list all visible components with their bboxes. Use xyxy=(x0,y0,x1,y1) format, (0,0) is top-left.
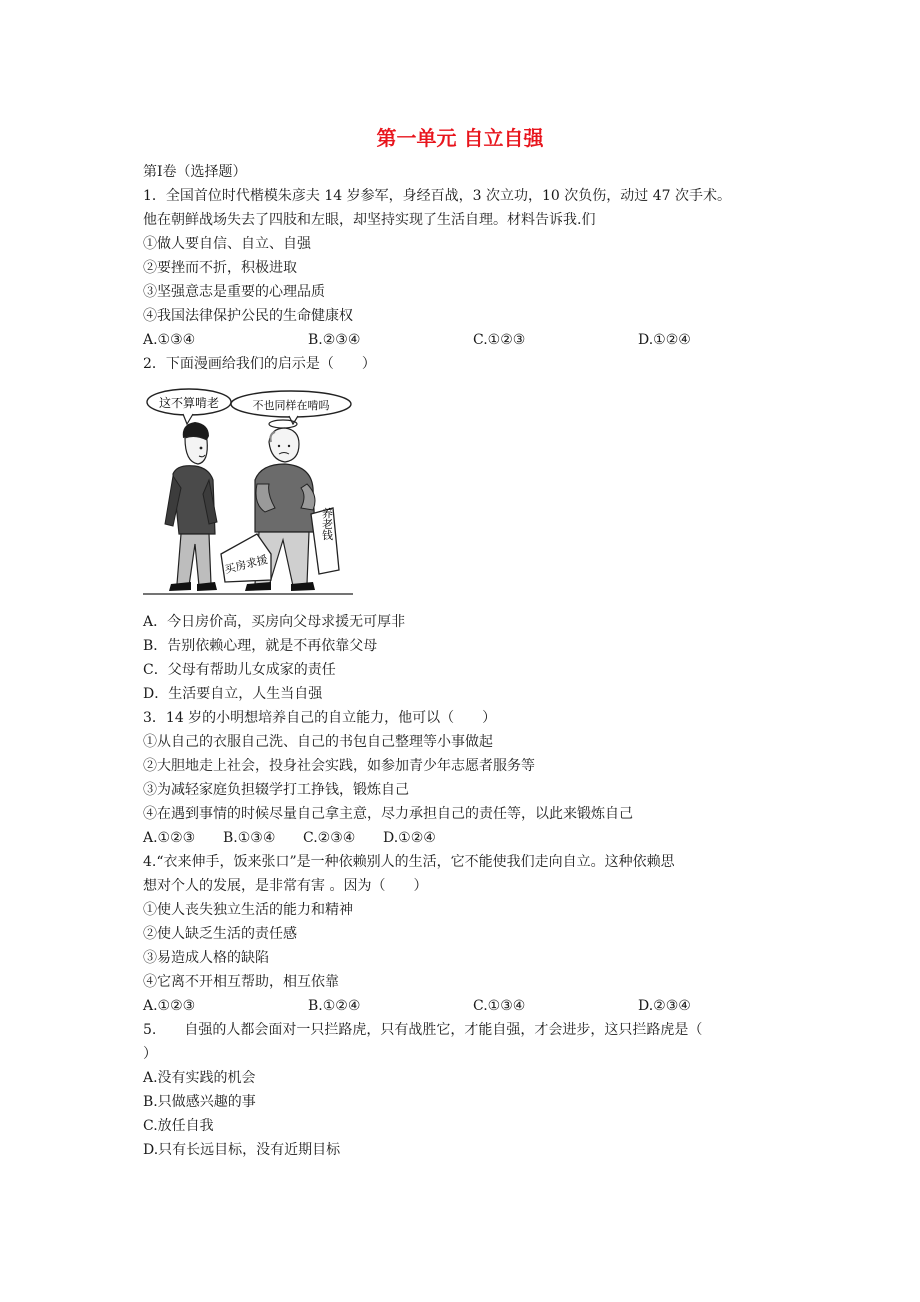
young-man-figure xyxy=(165,422,217,591)
q5-stem-line-2: ） xyxy=(143,1046,157,1062)
q4-option-c: C.①③④ xyxy=(473,998,526,1014)
q3-stem: 3．14 岁的小明想培养自己的自立能力，他可以（ ） xyxy=(143,710,497,726)
q4-item: ①使人丧失独立生活的能力和精神 xyxy=(143,902,353,918)
speech-bubble-left-text: 这不算啃老 xyxy=(158,396,220,410)
q2-stem: 2．下面漫画给我们的启示是（ ） xyxy=(143,356,376,372)
question-body xyxy=(143,160,803,1162)
q2-option-b: B．告别依赖心理，就是不再依靠父母 xyxy=(143,638,378,654)
q3-option-c: C.②③④ xyxy=(303,830,356,846)
q3-item: ①从自己的衣服自己洗、自己的书包自己整理等小事做起 xyxy=(143,734,493,750)
house-money-label: 买房求援 xyxy=(223,552,270,577)
q3-item: ②大胆地走上社会，投身社会实践，如参加青少年志愿者服务等 xyxy=(143,758,535,774)
q4-item: ②使人缺乏生活的责任感 xyxy=(143,926,297,942)
q5-option-d: D.只有长远目标，没有近期目标 xyxy=(143,1142,341,1158)
cartoon-illustration xyxy=(143,384,353,602)
q4-option-d: D.②③④ xyxy=(638,998,691,1014)
q4-option-b: B.①②④ xyxy=(308,998,361,1014)
page-title: 第一单元 自立自强 xyxy=(376,126,544,150)
q1-option-d: D.①②④ xyxy=(638,332,691,348)
q2-option-d: D．生活要自立，人生当自强 xyxy=(143,686,323,702)
speech-bubble-right-text: 不也同样在啃吗 xyxy=(252,399,330,412)
q5-option-c: C.放任自我 xyxy=(143,1118,214,1134)
q1-option-a: A.①③④ xyxy=(143,332,196,348)
q1-option-b: B.②③④ xyxy=(308,332,361,348)
q5-option-a: A.没有实践的机会 xyxy=(143,1070,256,1086)
q4-stem-line-1: 4.“衣来伸手，饭来张口”是一种依赖别人的生活，它不能使我们走向自立。这种依赖思 xyxy=(143,854,675,870)
section-heading: 第Ⅰ卷（选择题） xyxy=(143,164,247,180)
q3-item: ③为减轻家庭负担辍学打工挣钱，锻炼自己 xyxy=(143,782,409,798)
q1-stem-line-1: 1．全国首位时代楷模朱彦夫 14 岁参军，身经百战，3 次立功，10 次负伤，动过 47 次手术。 xyxy=(143,188,731,204)
q3-item: ④在遇到事情的时候尽量自己拿主意，尽力承担自己的责任等，以此来锻炼自己 xyxy=(143,806,633,822)
q4-item: ③易造成人格的缺陷 xyxy=(143,950,269,966)
pension-money-label: 养老钱 xyxy=(320,507,334,541)
q1-options xyxy=(143,328,803,352)
q4-item: ④它离不开相互帮助，相互依靠 xyxy=(143,974,339,990)
q1-stem-line-2: 他在朝鲜战场失去了四肢和左眼，却坚持实现了生活自理。材料告诉我.们 xyxy=(143,212,596,228)
q1-item: ②要挫而不折，积极进取 xyxy=(143,260,297,276)
q1-item: ④我国法律保护公民的生命健康权 xyxy=(143,308,353,324)
q4-option-a: A.①②③ xyxy=(143,998,196,1014)
q3-options xyxy=(143,826,803,850)
q1-item: ①做人要自信、自立、自强 xyxy=(143,236,311,252)
q3-option-a: A.①②③ xyxy=(143,830,196,846)
q1-item: ③坚强意志是重要的心理品质 xyxy=(143,284,325,300)
q4-options xyxy=(143,994,803,1018)
q2-option-c: C．父母有帮助儿女成家的责任 xyxy=(143,662,336,678)
q3-option-b: B.①③④ xyxy=(223,830,276,846)
q1-option-c: C.①②③ xyxy=(473,332,526,348)
q5-stem-line-1: 5. 自强的人都会面对一只拦路虎，只有战胜它，才能自强，才会进步，这只拦路虎是（ xyxy=(143,1022,703,1038)
pension-money-tag xyxy=(311,506,339,574)
q4-stem-line-2: 想对个人的发展，是非常有害 。因为（ ） xyxy=(143,878,428,894)
q5-option-b: B.只做感兴趣的事 xyxy=(143,1094,256,1110)
q3-option-d: D.①②④ xyxy=(383,830,436,846)
q2-option-a: A．今日房价高，买房向父母求援无可厚非 xyxy=(143,614,406,630)
